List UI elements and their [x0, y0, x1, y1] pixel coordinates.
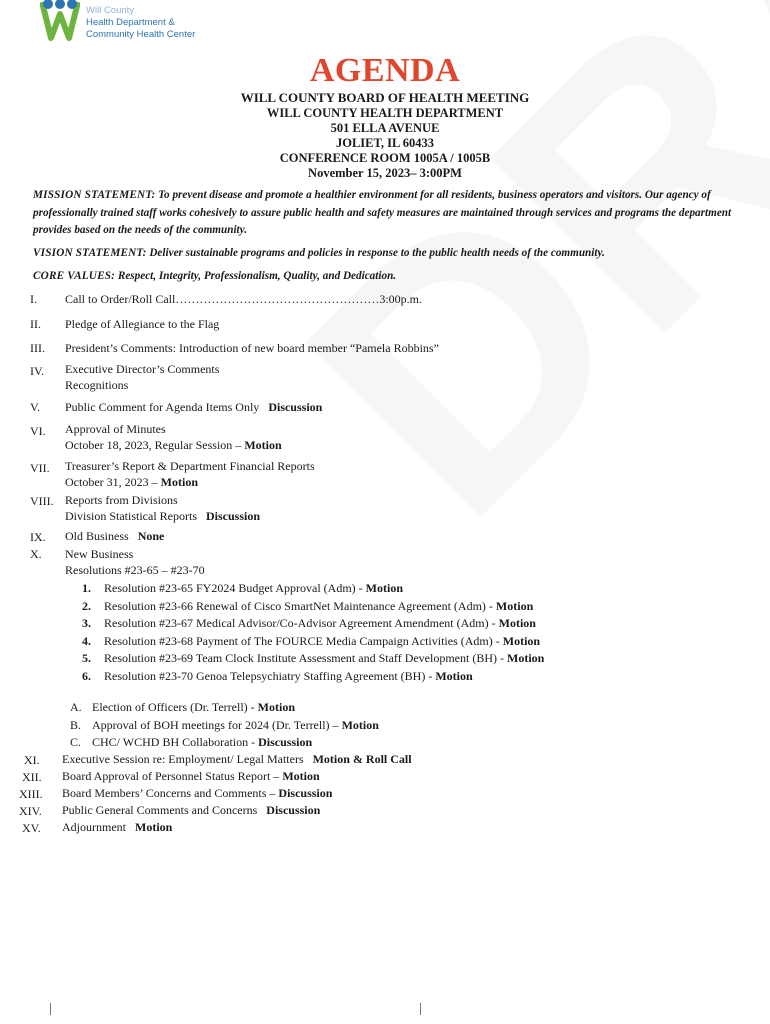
- agenda-item-old-business: [65, 529, 164, 545]
- item-number: VI.: [30, 424, 46, 438]
- item-number: XI.: [24, 753, 40, 767]
- item-number: XIV.: [19, 804, 42, 818]
- scan-mark: [420, 1003, 421, 1015]
- lettered-item: A. Election of Officers (Dr. Terrell) - Motion: [70, 700, 295, 714]
- item-number: I.: [30, 292, 37, 306]
- lettered-item: C. CHC/ WCHD BH Collaboration - Discussion: [70, 735, 313, 749]
- resolution-item: 5. Resolution #23-69 Team Clock Institute Assessment and Staff Development (BH) - Motion: [82, 651, 545, 665]
- meeting-name: WILL COUNTY BOARD OF HEALTH MEETING: [240, 90, 530, 105]
- core-values: [33, 268, 733, 286]
- item-action: Discussion: [266, 803, 321, 817]
- agenda-item-public-comment: [65, 400, 322, 416]
- lettered-list: [70, 699, 379, 752]
- resolution-item: 2. Resolution #23-66 Renewal of Cisco SmartNet Maintenance Agreement (Adm) - Motion: [82, 598, 534, 613]
- agenda-item-adjournment: [62, 820, 172, 836]
- item-text: Reports from Divisions: [65, 493, 178, 507]
- item-subtext: Resolutions #23-65 – #23-70: [65, 562, 205, 577]
- item-number: V.: [30, 400, 41, 414]
- resolution-item: 3. Resolution #23-67 Medical Advisor/Co-Advisor Agreement Amendment (Adm) - Motion: [82, 616, 536, 630]
- item-subtext: October 31, 2023 –: [65, 474, 161, 489]
- item-action: Motion & Roll Call: [312, 752, 412, 766]
- mission-text: To prevent disease and promote a healthier environment for all residents, business operators and visitors. Our agency of professionally trained staff works cohesively to assure public health and safety measures are maintained through services and programs the department provides based on the needs of the community.: [33, 189, 732, 236]
- department-name: WILL COUNTY HEALTH DEPARTMENT: [266, 106, 504, 120]
- item-number: II.: [30, 317, 41, 331]
- vision-statement: [33, 245, 733, 263]
- item-text: Old Business: [65, 529, 129, 543]
- item-number: IV.: [30, 364, 45, 378]
- page-title: AGENDA: [309, 52, 461, 89]
- agenda-item-new-business: [65, 547, 205, 578]
- agenda-item-treasurer-report: [65, 459, 315, 490]
- item-action: Motion: [160, 474, 198, 489]
- mission-statement: [33, 187, 733, 240]
- agenda-item-director-comments: [65, 362, 219, 393]
- logo: [40, 0, 80, 42]
- agenda-item-division-reports: [65, 493, 260, 524]
- item-subtext: October 18, 2023, Regular Session –: [65, 437, 245, 452]
- logo-line-2: Health Department &: [86, 17, 175, 28]
- item-action: Motion: [135, 820, 173, 834]
- item-text: Executive Session re: Employment/ Legal Matters: [62, 752, 304, 766]
- mission-label: MISSION STATEMENT:: [33, 189, 156, 201]
- item-action: Motion: [244, 437, 282, 452]
- agenda-item-executive-session: [62, 752, 412, 768]
- logo-text: [86, 5, 195, 41]
- resolution-item: 1. Resolution #23-65 FY2024 Budget Approval (Adm) - Motion: [82, 581, 403, 595]
- item-text: Executive Director’s Comments: [65, 362, 220, 376]
- item-action: None: [137, 529, 165, 543]
- item-action: Discussion: [278, 786, 333, 800]
- item-text: Treasurer’s Report & Department Financial Reports: [65, 459, 315, 473]
- item-number: III.: [30, 341, 45, 355]
- agenda-item-president-comments: President’s Comments: Introduction of new board member “Pamela Robbins”: [65, 341, 439, 355]
- item-subtext: Recognitions: [65, 377, 129, 392]
- item-number: XIII.: [19, 787, 43, 801]
- lettered-item: B. Approval of BOH meetings for 2024 (Dr. Terrell) – Motion: [70, 717, 379, 732]
- vision-text: Deliver sustainable programs and policies in response to the public health needs of the community.: [149, 247, 605, 259]
- agenda-item-public-comments: [62, 803, 320, 819]
- agenda-item-personnel-report: [62, 769, 320, 785]
- resolution-list: [82, 580, 544, 685]
- resolution-item: 4. Resolution #23-68 Payment of The FOURCE Media Campaign Activities (Adm) - Motion: [82, 633, 541, 648]
- address-city: JOLIET, IL 60433: [335, 136, 435, 150]
- item-text: Public General Comments and Concerns: [62, 803, 258, 817]
- item-number: VIII.: [30, 494, 54, 508]
- conference-room: CONFERENCE ROOM 1005A / 1005B: [279, 151, 491, 165]
- item-number: XII.: [22, 770, 42, 784]
- agenda-item-approval-of-minutes: [65, 422, 282, 453]
- scan-mark: [50, 1003, 51, 1015]
- agenda-item-pledge: Pledge of Allegiance to the Flag: [65, 317, 220, 331]
- agenda-item-call-to-order: Call to Order/Roll Call……………………………………………3:00p.m.: [65, 292, 422, 306]
- item-subtext: Division Statistical Reports: [65, 508, 197, 523]
- item-text: Board Approval of Personnel Status Report –: [62, 769, 283, 783]
- item-number: VII.: [30, 461, 50, 475]
- logo-line-3: Community Health Center: [86, 29, 196, 40]
- resolution-item: 6. Resolution #23-70 Genoa Telepsychiatry Staffing Agreement (BH) - Motion: [82, 668, 473, 683]
- item-number: IX.: [30, 530, 46, 544]
- core-label: CORE VALUES:: [33, 270, 116, 282]
- vision-label: VISION STATEMENT:: [33, 247, 147, 259]
- agenda-item-board-concerns: [62, 786, 332, 802]
- item-action: Motion: [282, 769, 320, 783]
- item-number: X.: [30, 547, 42, 561]
- core-text: Respect, Integrity, Professionalism, Quality, and Dedication.: [117, 270, 397, 282]
- address-street: 501 ELLA AVENUE: [330, 121, 440, 135]
- item-action: Discussion: [206, 508, 261, 523]
- logo-mark-icon: [40, 0, 80, 42]
- item-text: Public Comment for Agenda Items Only: [65, 400, 260, 414]
- meeting-date: November 15, 2023– 3:00PM: [308, 166, 462, 180]
- item-number: XV.: [22, 821, 41, 835]
- logo-line-1: Will County: [86, 5, 135, 16]
- item-text: Approval of Minutes: [65, 422, 166, 436]
- item-text: New Business: [65, 547, 134, 561]
- item-action: Discussion: [268, 400, 323, 414]
- item-text: Board Members’ Concerns and Comments –: [62, 786, 279, 800]
- item-text: Adjournment: [62, 820, 126, 834]
